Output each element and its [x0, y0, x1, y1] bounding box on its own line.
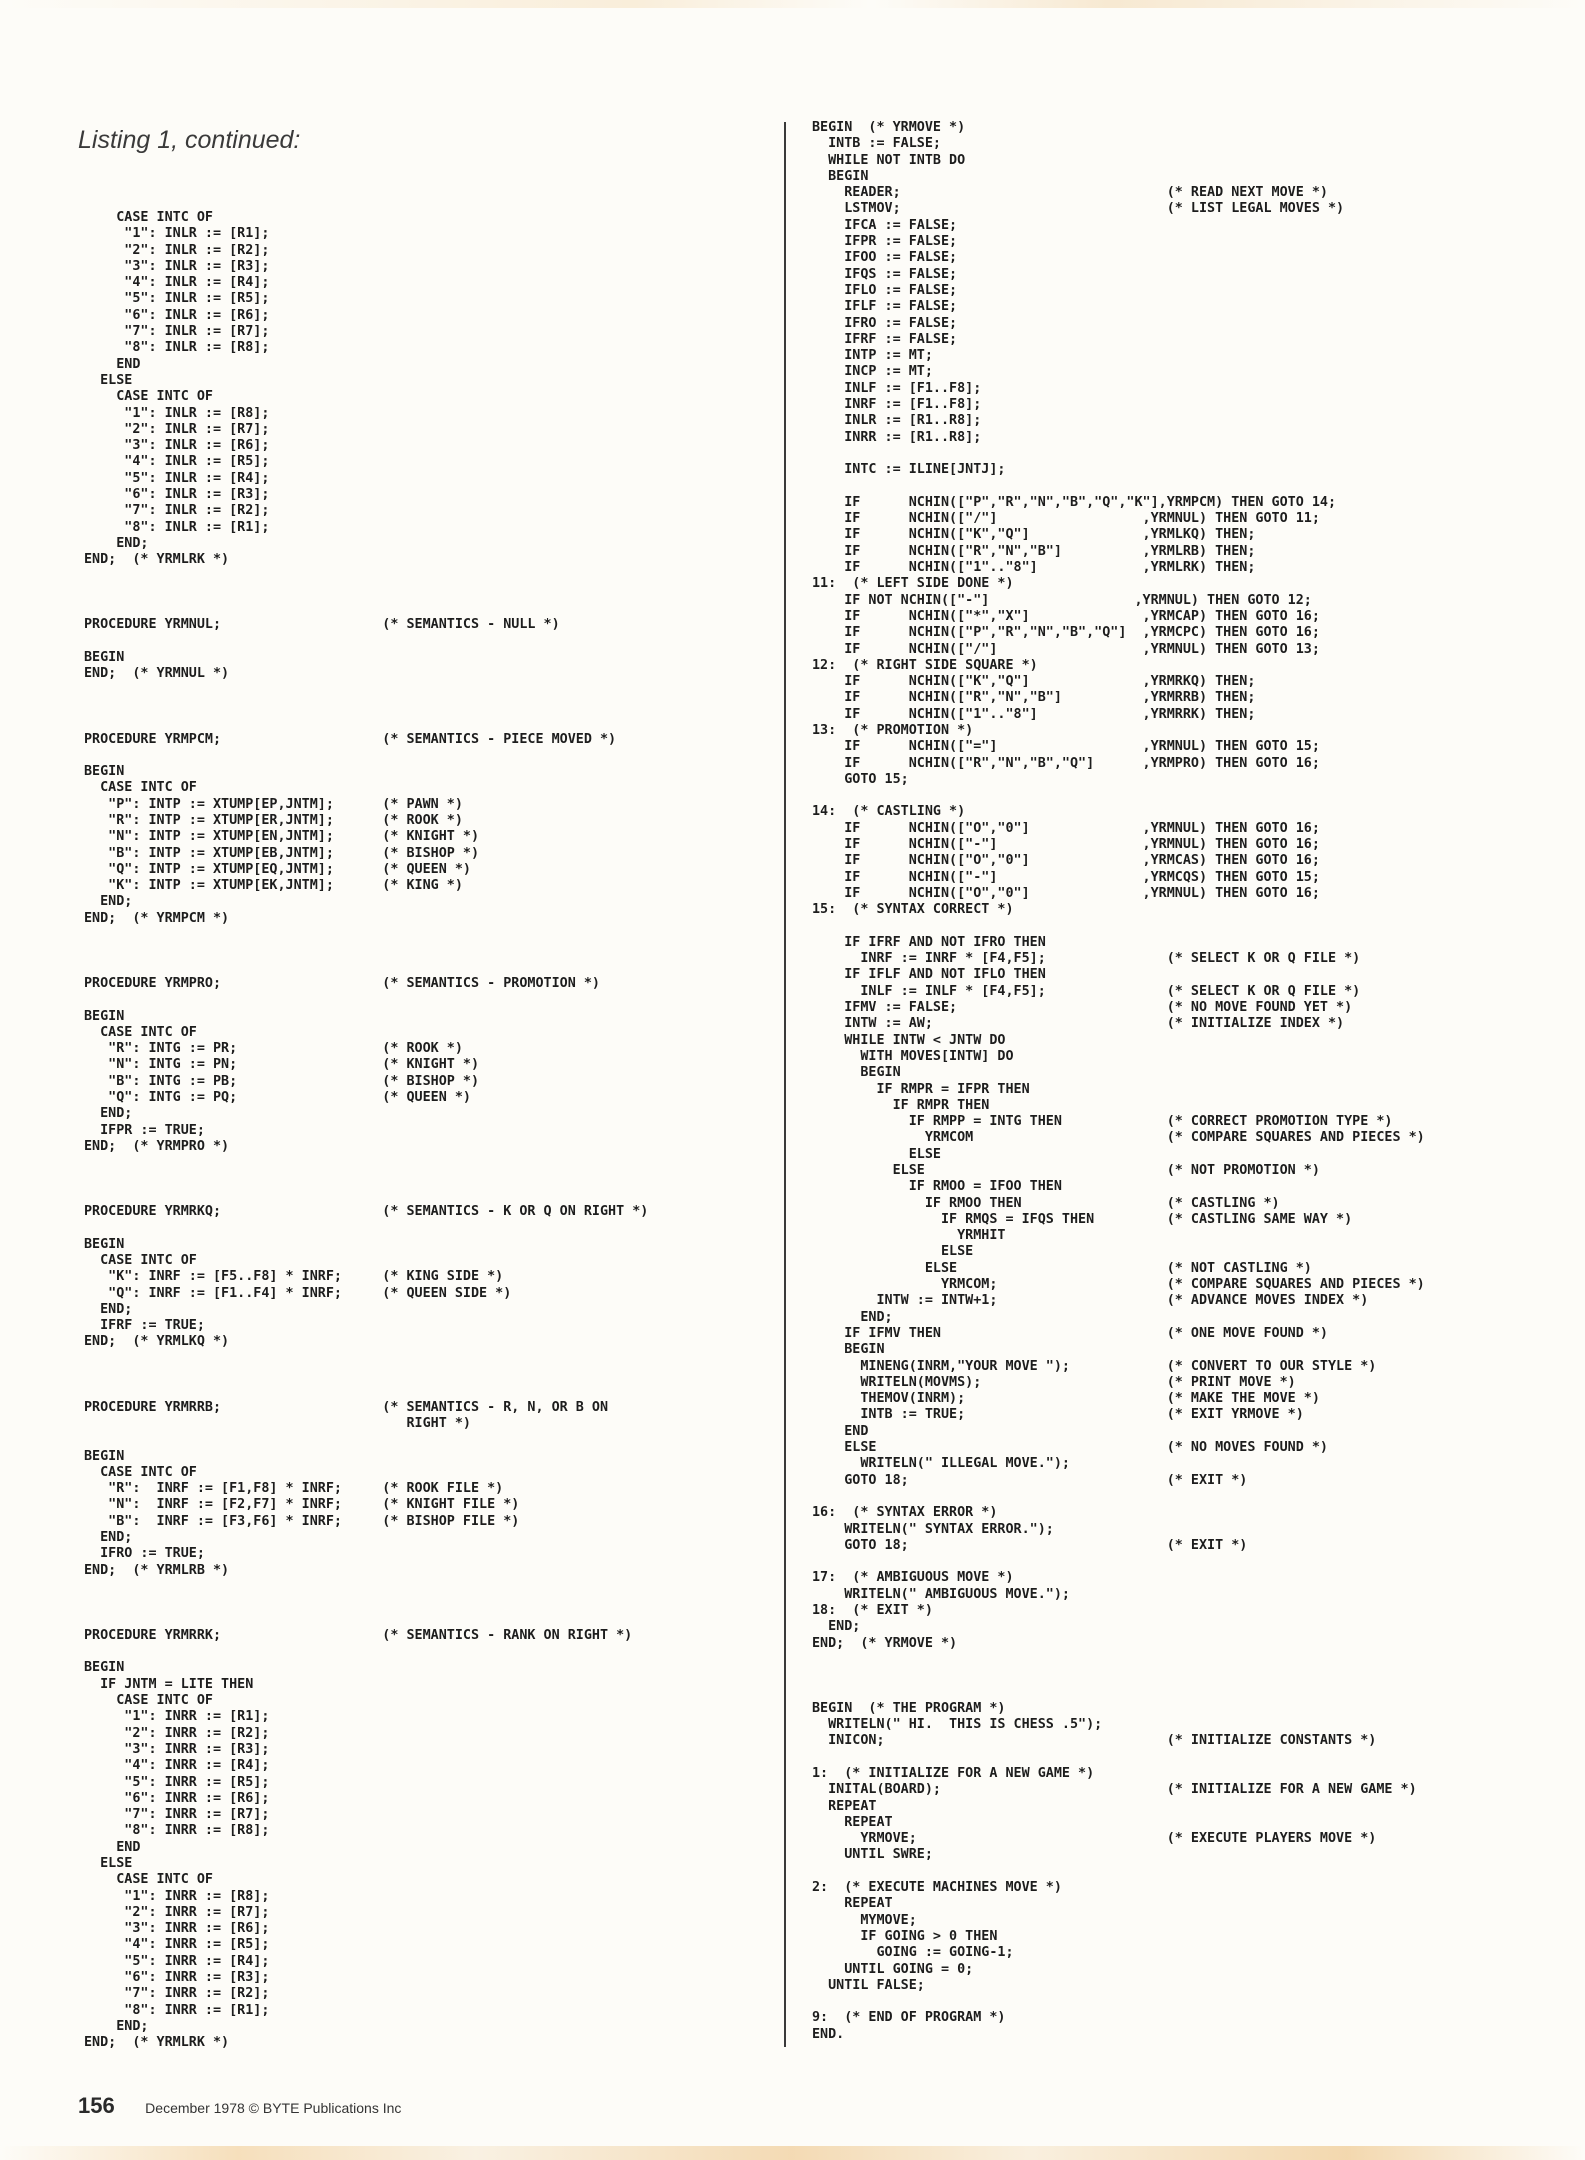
- code-listing-left-column: CASE INTC OF "1": INLR := [R1]; "2": INLR := [R2]; "3": INLR := [R3]; "4": INLR := [R4]; "5": INLR := [R5]; "6": INLR := [R6]; "7": INLR := [R7]; "8": INLR := [R8]; END ELSE CASE INTC OF "1": INLR := [R8]; "2": INLR := [R7]; "3": INLR := [R6]; "4": INLR := [R5]; "5": INLR := [R4]; "6": INLR := [R3]; "7": INLR := [R2]; "8": INLR := [R1]; END; END; (* YRMLRK *) PROCEDURE YRMNUL; (* SEMANTICS - NULL *) BEGIN END; (* YRMNUL *) PROCEDURE YRMPCM; (* SEMANTICS - PIECE MOVED *) BEGIN CASE INTC OF "P": INTP := XTUMP[EP,JNTM]; (* PAWN *) "R": INTP := XTUMP[ER,JNTM]; (* ROOK *) "N": INTP := XTUMP[EN,JNTM]; (* KNIGHT *) "B": INTP := XTUMP[EB,JNTM]; (* BISHOP *) "Q": INTP := XTUMP[EQ,JNTM]; (* QUEEN *) "K": INTP := XTUMP[EK,JNTM]; (* KING *) END; END; (* YRMPCM *) PROCEDURE YRMPRO; (* SEMANTICS - PROMOTION *) BEGIN CASE INTC OF "R": INTG := PR; (* ROOK *) "N": INTG := PN; (* KNIGHT *) "B": INTG := PB; (* BISHOP *) "Q": INTG := PQ; (* QUEEN *) END; IFPR := TRUE; END; (* YRMPRO *) PROCEDURE YRMRKQ; (* SEMANTICS - K OR Q ON RIGHT *) BEGIN CASE INTC OF "K": INRF := [F5..F8] * INRF; (* KING SIDE *) "Q": INRF := [F1..F4] * INRF; (* QUEEN SIDE *) END; IFRF := TRUE; END; (* YRMLKQ *) PROCEDURE YRMRRB; (* SEMANTICS - R, N, OR B ON RIGHT *) BEGIN CASE INTC OF "R": INRF := [F1,F8] * INRF; (* ROOK FILE *) "N": INRF := [F2,F7] * INRF; (* KNIGHT FILE *) "B": INRF := [F3,F6] * INRF; (* BISHOP FILE *) END; IFRO := TRUE; END; (* YRMLRB *) PROCEDURE YRMRRK; (* SEMANTICS - RANK ON RIGHT *) BEGIN IF JNTM = LITE THEN CASE INTC OF "1": INRR := [R1]; "2": INRR := [R2]; "3": INRR := [R3]; "4": INRR := [R4]; "5": INRR := [R5]; "6": INRR := [R6]; "7": INRR := [R7]; "8": INRR := [R8]; END ELSE CASE INTC OF "1": INRR := [R8]; "2": INRR := [R7]; "3": INRR := [R6]; "4": INRR := [R5]; "5": INRR := [R4]; "6": INRR := [R3]; "7": INRR := [R2]; "8": INRR := [R1]; END; END; (* YRMLRK *): [84, 210, 649, 2051]
- page-bottom-edge: [0, 2146, 1585, 2160]
- page-number: 156: [78, 2093, 115, 2118]
- page-top-edge: [0, 0, 1585, 8]
- column-divider: [784, 122, 786, 2047]
- code-listing-right-column: BEGIN (* YRMOVE *) INTB := FALSE; WHILE NOT INTB DO BEGIN READER; (* READ NEXT MOVE *) LSTMOV; (* LIST LEGAL MOVES *) IFCA := FALSE; IFPR := FALSE; IFOO := FALSE; IFQS := FALSE; IFLO := FALSE; IFLF := FALSE; IFRO := FALSE; IFRF := FALSE; INTP := MT; INCP := MT; INLF := [F1..F8]; INRF := [F1..F8]; INLR := [R1..R8]; INRR := [R1..R8]; INTC := ILINE[JNTJ]; IF NCHIN(["P","R","N","B","Q","K"],YRMPCM) THEN GOTO 14; IF NCHIN(["/"] ,YRMNUL) THEN GOTO 11; IF NCHIN(["K","Q"] ,YRMLKQ) THEN; IF NCHIN(["R","N","B"] ,YRMLRB) THEN; IF NCHIN(["1".."8"] ,YRMLRK) THEN; 11: (* LEFT SIDE DONE *) IF NOT NCHIN(["-"] ,YRMNUL) THEN GOTO 12; IF NCHIN(["*","X"] ,YRMCAP) THEN GOTO 16; IF NCHIN(["P","R","N","B","Q"] ,YRMCPC) THEN GOTO 16; IF NCHIN(["/"] ,YRMNUL) THEN GOTO 13; 12: (* RIGHT SIDE SQUARE *) IF NCHIN(["K","Q"] ,YRMRKQ) THEN; IF NCHIN(["R","N","B"] ,YRMRRB) THEN; IF NCHIN(["1".."8"] ,YRMRRK) THEN; 13: (* PROMOTION *) IF NCHIN(["="] ,YRMNUL) THEN GOTO 15; IF NCHIN(["R","N","B","Q"] ,YRMPRO) THEN GOTO 16; GOTO 15; 14: (* CASTLING *) IF NCHIN(["O","0"] ,YRMNUL) THEN GOTO 16; IF NCHIN(["-"] ,YRMNUL) THEN GOTO 16; IF NCHIN(["O","0"] ,YRMCAS) THEN GOTO 16; IF NCHIN(["-"] ,YRMCQS) THEN GOTO 15; IF NCHIN(["O","0"] ,YRMNUL) THEN GOTO 16; 15: (* SYNTAX CORRECT *) IF IFRF AND NOT IFRO THEN INRF := INRF * [F4,F5]; (* SELECT K OR Q FILE *) IF IFLF AND NOT IFLO THEN INLF := INLF * [F4,F5]; (* SELECT K OR Q FILE *) IFMV := FALSE; (* NO MOVE FOUND YET *) INTW := AW; (* INITIALIZE INDEX *) WHILE INTW < JNTW DO WITH MOVES[INTW] DO BEGIN IF RMPR = IFPR THEN IF RMPR THEN IF RMPP = INTG THEN (* CORRECT PROMOTION TYPE *) YRMCOM (* COMPARE SQUARES AND PIECES *) ELSE ELSE (* NOT PROMOTION *) IF RMOO = IFOO THEN IF RMOO THEN (* CASTLING *) IF RMQS = IFQS THEN (* CASTLING SAME WAY *) YRMHIT ELSE ELSE (* NOT CASTLING *) YRMCOM; (* COMPARE SQUARES AND PIECES *) INTW := INTW+1; (* ADVANCE MOVES INDEX *) END; IF IFMV THEN (* ONE MOVE FOUND *) BEGIN MINENG(INRM,"YOUR MOVE "); (* CONVERT TO OUR STYLE *) WRITELN(MOVMS); (* PRINT MOVE *) THEMOV(INRM); (* MAKE THE MOVE *) INTB := TRUE; (* EXIT YRMOVE *) END ELSE (* NO MOVES FOUND *) WRITELN(" ILLEGAL MOVE."); GOTO 18; (* EXIT *) 16: (* SYNTAX ERROR *) WRITELN(" SYNTAX ERROR."); GOTO 18; (* EXIT *) 17: (* AMBIGUOUS MOVE *) WRITELN(" AMBIGUOUS MOVE."); 18: (* EXIT *) END; END; (* YRMOVE *) BEGIN (* THE PROGRAM *) WRITELN(" HI. THIS IS CHESS .5"); INICON; (* INITIALIZE CONSTANTS *) 1: (* INITIALIZE FOR A NEW GAME *) INITAL(BOARD); (* INITIALIZE FOR A NEW GAME *) REPEAT REPEAT YRMOVE; (* EXECUTE PLAYERS MOVE *) UNTIL SWRE; 2: (* EXECUTE MACHINES MOVE *) REPEAT MYMOVE; IF GOING > 0 THEN GOING := GOING-1; UNTIL GOING = 0; UNTIL FALSE; 9: (* END OF PROGRAM *) END.: [812, 120, 1425, 2042]
- listing-caption: Listing 1, continued:: [78, 126, 301, 154]
- page-footer: [78, 2093, 401, 2119]
- publication-credit: December 1978 © BYTE Publications Inc: [145, 2100, 402, 2116]
